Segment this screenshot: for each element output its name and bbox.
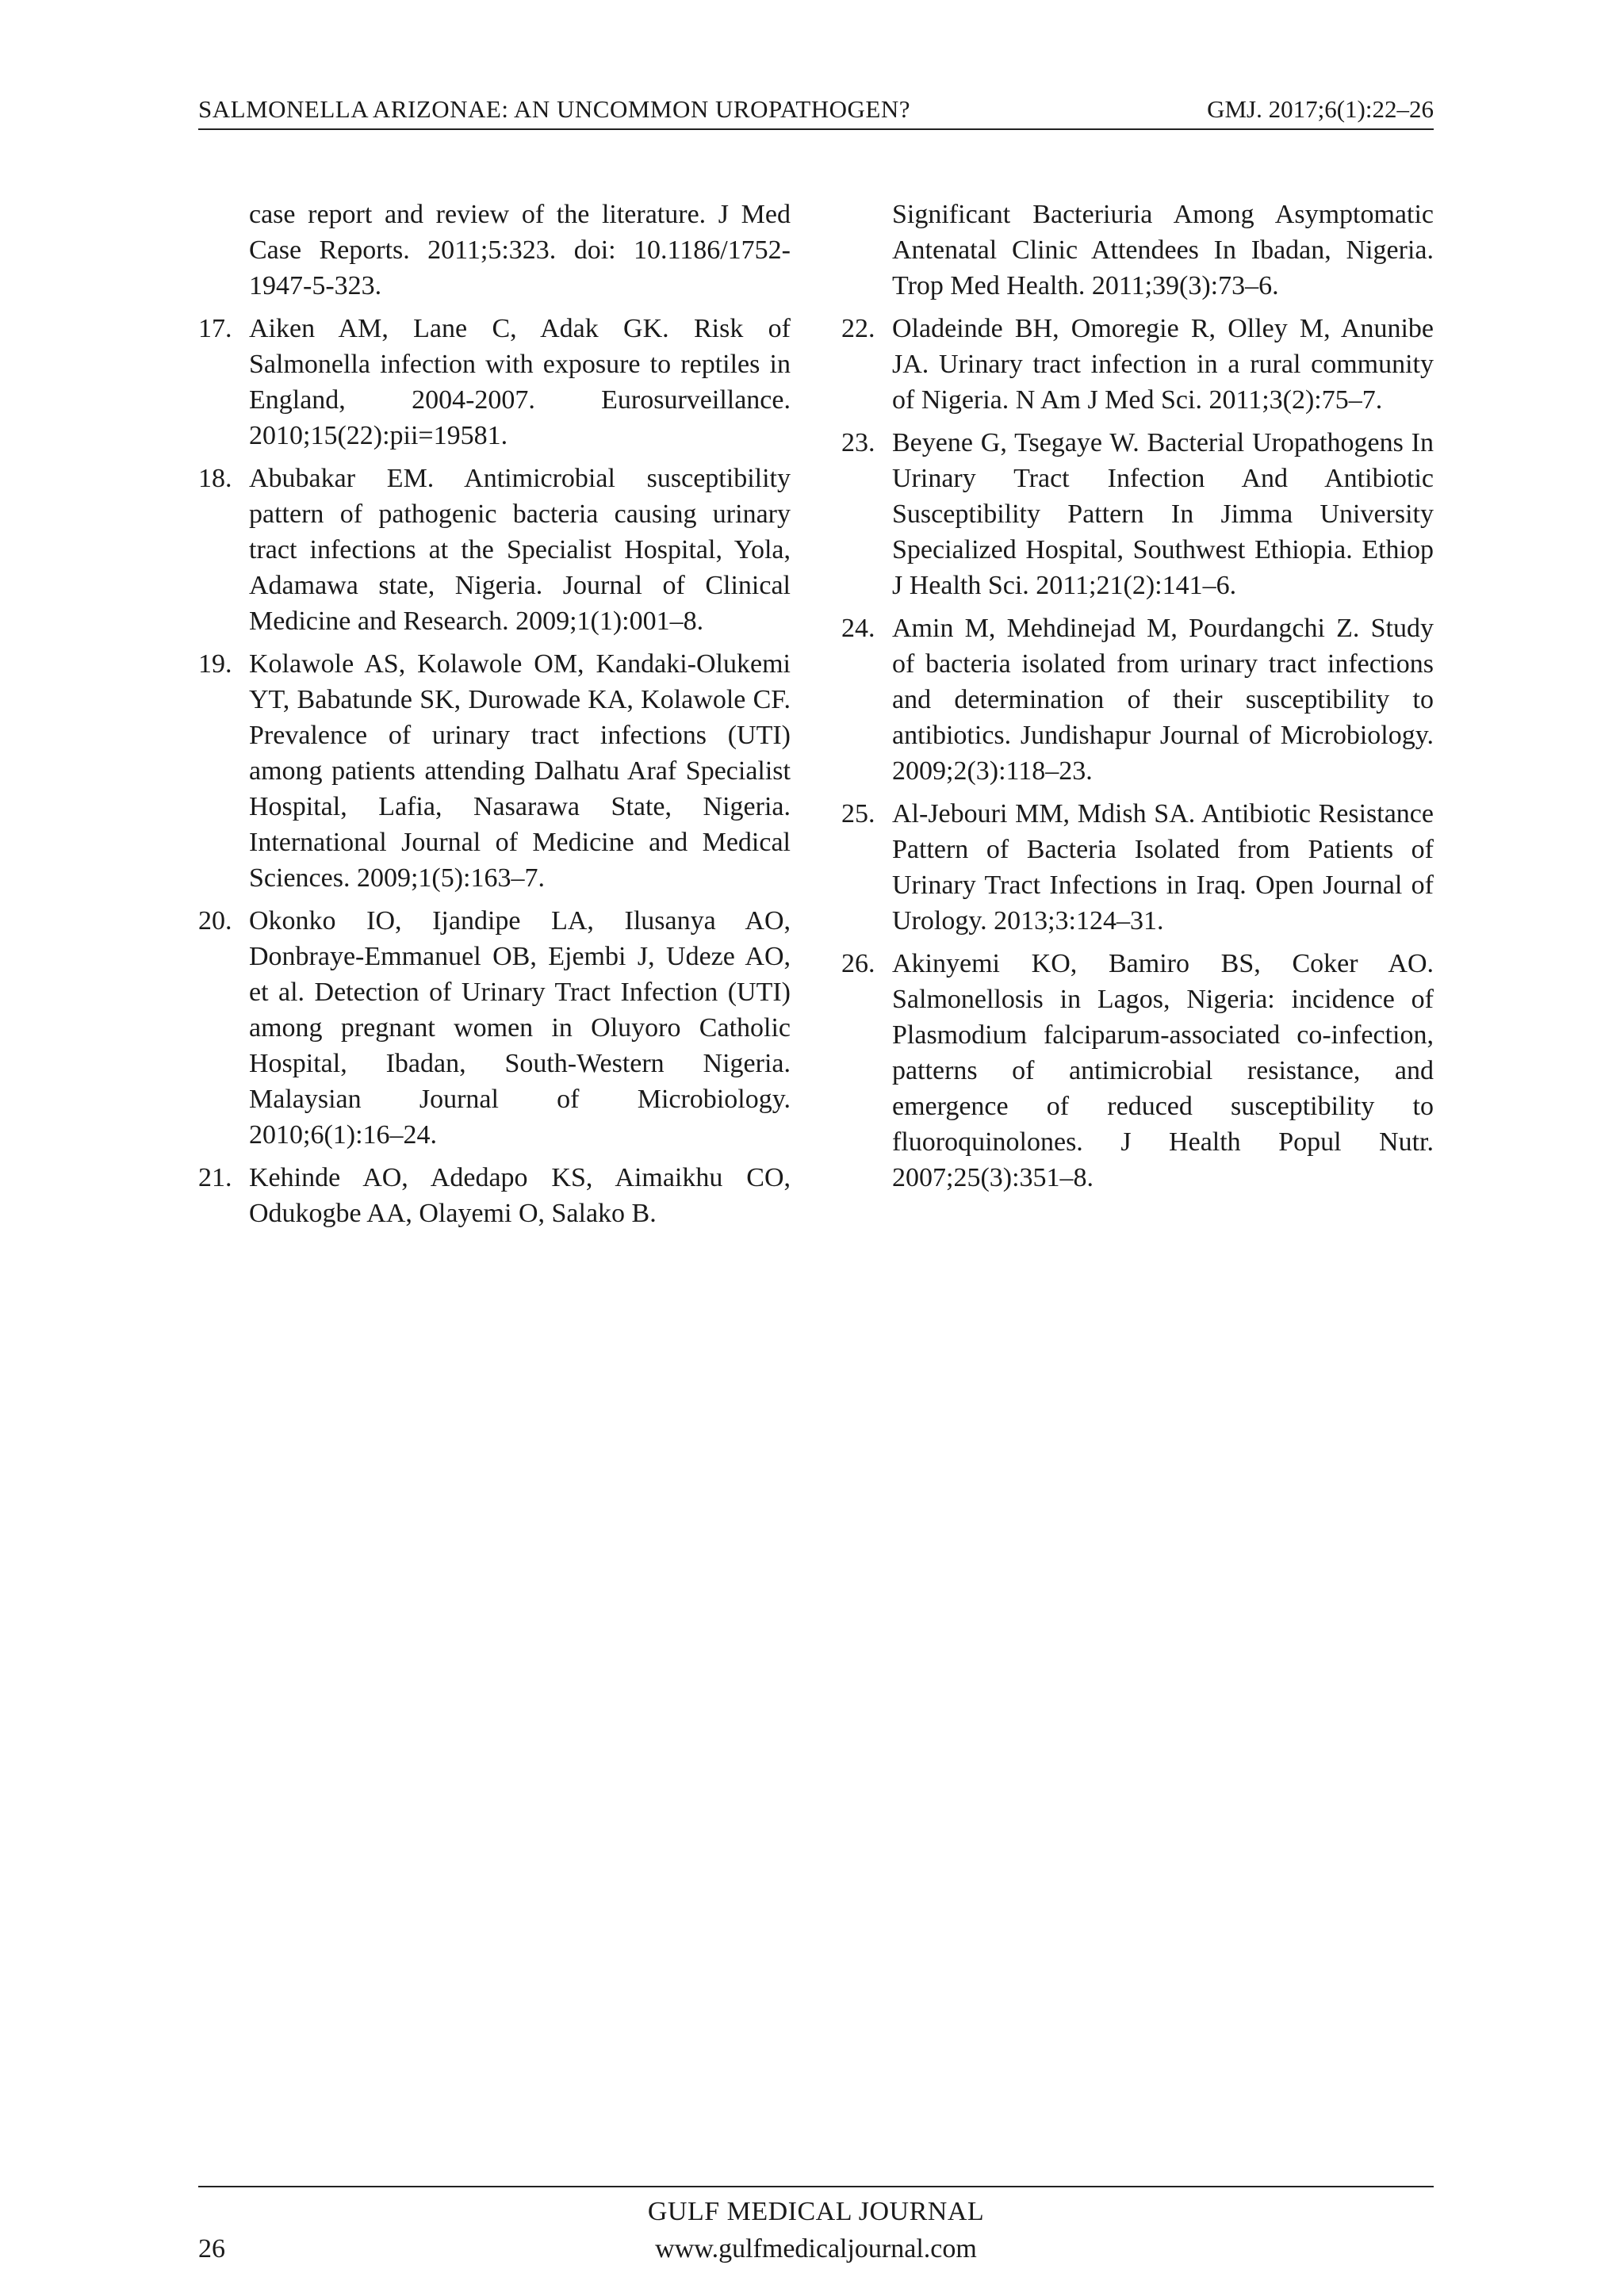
journal-citation: GMJ. 2017;6(1):22–26 xyxy=(1207,95,1434,123)
reference-number: 19. xyxy=(198,649,232,679)
reference-list-right-column xyxy=(841,197,1434,1203)
reference-continuation xyxy=(841,197,1434,304)
reference-text: Okonko IO, Ijandipe LA, Ilusanya AO, Donbraye-Emmanuel OB, Ejembi J, Udeze AO, et al. Detection of Urinary Tract Infection (UTI) among pregnant women in Oluyoro Catholic Hospital, Ibadan, South-Western Nigeria. Malaysian Journal of Microbiology. 2010;6(1):16–24. xyxy=(249,906,791,1150)
footer-journal-name: GULF MEDICAL JOURNAL xyxy=(647,2197,985,2226)
reference-number: 17. xyxy=(198,314,232,343)
reference-text: Significant Bacteriuria Among Asymptomatic Antenatal Clinic Attendees In Ibadan, Nigeria. Trop Med Health. 2011;39(3):73–6. xyxy=(892,200,1434,300)
reference-item-26 xyxy=(841,946,1434,1196)
reference-continuation xyxy=(198,197,791,304)
reference-number: 20. xyxy=(198,906,232,936)
page-number: 26 xyxy=(198,2234,225,2263)
reference-text: Oladeinde BH, Omoregie R, Olley M, Anunibe JA. Urinary tract infection in a rural community of Nigeria. N Am J Med Sci. 2011;3(2):75–7. xyxy=(892,314,1434,415)
reference-item-19 xyxy=(198,646,791,896)
reference-item-23 xyxy=(841,425,1434,603)
reference-text: Beyene G, Tsegaye W. Bacterial Uropathogens In Urinary Tract Infection And Antibiotic Susceptibility Pattern In Jimma University Specialized Hospital, Southwest Ethiopia. Ethiop J Health Sci. 2011;21(2):141–6. xyxy=(892,428,1434,600)
reference-item-21 xyxy=(198,1160,791,1231)
reference-number: 26. xyxy=(841,949,875,978)
reference-text: Kolawole AS, Kolawole OM, Kandaki-Olukemi YT, Babatunde SK, Durowade KA, Kolawole CF. Prevalence of urinary tract infections (UTI) among patients attending Dalhatu Araf Specialist Hospital, Lafia, Nasarawa State, Nigeria. International Journal of Medicine and Medical Sciences. 2009;1(5):163–7. xyxy=(249,649,791,893)
reference-item-17 xyxy=(198,311,791,453)
reference-number: 21. xyxy=(198,1163,232,1192)
reference-item-20 xyxy=(198,903,791,1153)
reference-text: Abubakar EM. Antimicrobial susceptibility pattern of pathogenic bacteria causing urinary tract infections at the Specialist Hospital, Yola, Adamawa state, Nigeria. Journal of Clinical Medicine and Research. 2009;1(1):001–8. xyxy=(249,464,791,636)
reference-number: 25. xyxy=(841,799,875,828)
reference-item-25 xyxy=(841,796,1434,939)
reference-number: 22. xyxy=(841,314,875,343)
footer-website-link[interactable]: www.gulfmedicaljournal.com xyxy=(655,2234,977,2263)
reference-item-22 xyxy=(841,311,1434,418)
reference-list-left-column xyxy=(198,197,791,1238)
reference-number: 24. xyxy=(841,614,875,643)
reference-text: case report and review of the literature. J Med Case Reports. 2011;5:323. doi: 10.1186/1752-1947-5-323. xyxy=(249,200,791,300)
footer-divider xyxy=(198,2186,1434,2187)
reference-item-18 xyxy=(198,461,791,639)
reference-text: Akinyemi KO, Bamiro BS, Coker AO. Salmonellosis in Lagos, Nigeria: incidence of Plasmodium falciparum-associated co-infection, patterns of antimicrobial resistance, and emergence of reduced susceptibility to fluoroquinolones. J Health Popul Nutr. 2007;25(3):351–8. xyxy=(892,949,1434,1192)
reference-item-24 xyxy=(841,610,1434,789)
reference-text: Aiken AM, Lane C, Adak GK. Risk of Salmonella infection with exposure to reptiles in England, 2004-2007. Eurosurveillance. 2010;15(22):pii=19581. xyxy=(249,314,791,450)
reference-number: 23. xyxy=(841,428,875,457)
running-header xyxy=(198,90,1434,130)
reference-text: Al-Jebouri MM, Mdish SA. Antibiotic Resistance Pattern of Bacteria Isolated from Patients of Urinary Tract Infections in Iraq. Open Journal of Urology. 2013;3:124–31. xyxy=(892,799,1434,936)
reference-number: 18. xyxy=(198,464,232,493)
running-title: SALMONELLA ARIZONAE: AN UNCOMMON UROPATHOGEN? xyxy=(198,95,910,123)
reference-text: Kehinde AO, Adedapo KS, Aimaikhu CO, Odukogbe AA, Olayemi O, Salako B. xyxy=(249,1163,791,1228)
reference-text: Amin M, Mehdinejad M, Pourdangchi Z. Study of bacteria isolated from urinary tract infections and determination of their susceptibility to antibiotics. Jundishapur Journal of Microbiology. 2009;2(3):118–23. xyxy=(892,614,1434,786)
